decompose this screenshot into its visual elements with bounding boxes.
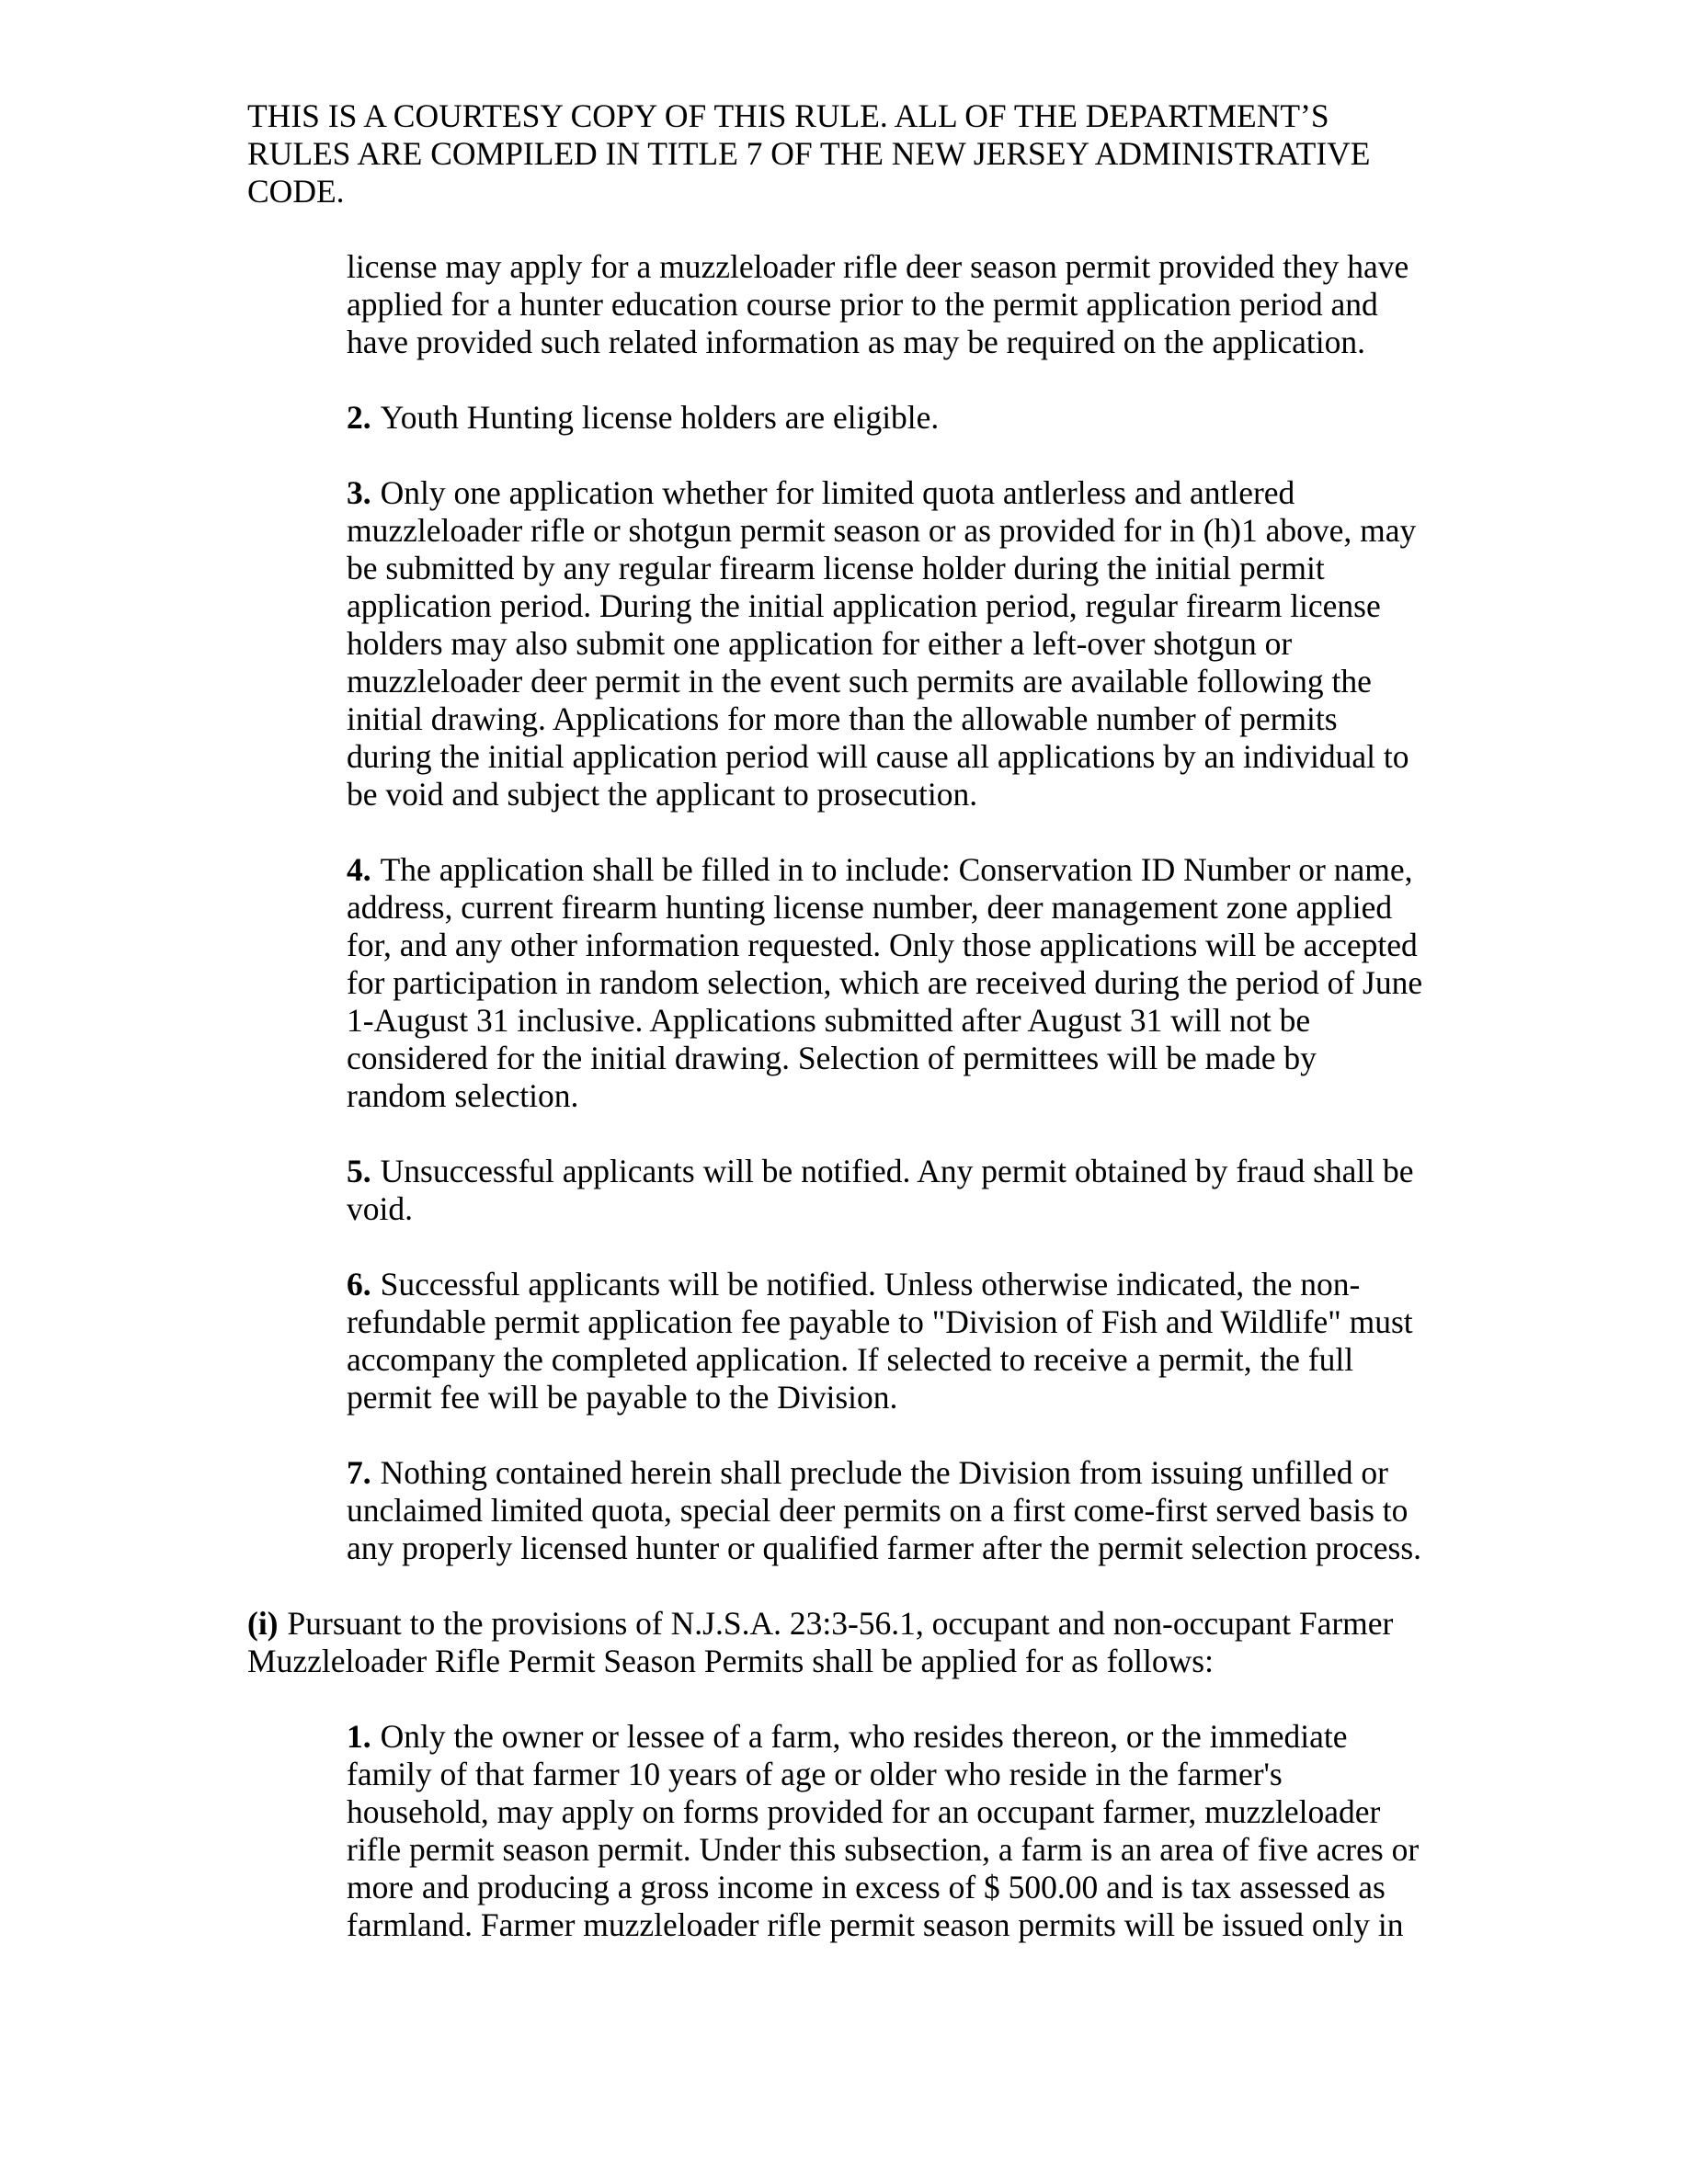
text-line: application period. During the initial application period, regular firearm license: [347, 587, 1381, 624]
text-line: 7. Nothing contained herein shall preclude the Division from issuing unfilled or: [347, 1454, 1388, 1491]
text-line: family of that farmer 10 years of age or older who reside in the farmer's: [347, 1756, 1283, 1792]
paragraph-number: 1.: [347, 1718, 371, 1755]
text-line: for participation in random selection, which are received during the period of June: [347, 964, 1423, 1001]
paragraph-1: [347, 1718, 1436, 1944]
paragraph-number: 2.: [347, 399, 371, 436]
text-line: 1. Only the owner or lessee of a farm, who resides thereon, or the immediate: [347, 1718, 1348, 1755]
text-line: 4. The application shall be filled in to include: Conservation ID Number or name,: [347, 851, 1413, 888]
text-line: refundable permit application fee payable to "Division of Fish and Wildlife" must: [347, 1303, 1413, 1340]
text-line: 3. Only one application whether for limited quota antlerless and antlered: [347, 474, 1295, 511]
courtesy-copy-header: [247, 97, 1443, 210]
text-line: be void and subject the applicant to prosecution.: [347, 776, 978, 813]
paragraph-number: 4.: [347, 851, 371, 888]
paragraph-number: 3.: [347, 474, 371, 511]
text-line: muzzleloader deer permit in the event such permits are available following the: [347, 663, 1372, 700]
header-line: CODE.: [247, 173, 345, 210]
paragraph-4: [347, 851, 1436, 1115]
subsection-i: [247, 1605, 1438, 1680]
text-line: have provided such related information as may be required on the application.: [347, 324, 1366, 360]
paragraph-number: 6.: [347, 1266, 371, 1302]
text-line: 6. Successful applicants will be notified. Unless otherwise indicated, the non-: [347, 1266, 1361, 1302]
text-line: initial drawing. Applications for more than the allowable number of permits: [347, 700, 1338, 737]
text-line: rifle permit season permit. Under this subsection, a farm is an area of five acres or: [347, 1831, 1420, 1868]
text-line: 2. Youth Hunting license holders are eligible.: [347, 399, 940, 436]
text-line: license may apply for a muzzleloader rifle deer season permit provided they have: [347, 248, 1409, 285]
text-line: permit fee will be payable to the Division.: [347, 1379, 898, 1416]
text-line: household, may apply on forms provided for an occupant farmer, muzzleloader: [347, 1793, 1381, 1830]
text-line: for, and any other information requested. Only those applications will be accepted: [347, 927, 1418, 963]
text-line: muzzleloader rifle or shotgun permit season or as provided for in (h)1 above, may: [347, 512, 1417, 549]
paragraph-6: [347, 1266, 1436, 1416]
text-line: farmland. Farmer muzzleloader rifle permit season permits will be issued only in: [347, 1906, 1404, 1943]
paragraph-3: [347, 474, 1436, 813]
text-line: address, current firearm hunting license number, deer management zone applied: [347, 889, 1393, 926]
text-line: applied for a hunter education course prior to the permit application period and: [347, 286, 1378, 323]
paragraph-5: [347, 1153, 1436, 1228]
text-line: any properly licensed hunter or qualified farmer after the permit selection process.: [347, 1530, 1422, 1566]
text-line: (i) Pursuant to the provisions of N.J.S.A. 23:3-56.1, occupant and non-occupant Farmer: [247, 1605, 1394, 1642]
text-line: 1-August 31 inclusive. Applications submitted after August 31 will not be: [347, 1002, 1311, 1039]
header-line: THIS IS A COURTESY COPY OF THIS RULE. ALL OF THE DEPARTMENT’S: [247, 97, 1329, 134]
paragraph-7: [347, 1454, 1436, 1567]
paragraph-number: 7.: [347, 1454, 371, 1491]
text-line: void.: [347, 1190, 413, 1227]
text-line: more and producing a gross income in excess of $ 500.00 and is tax assessed as: [347, 1869, 1386, 1905]
text-line: be submitted by any regular firearm license holder during the initial permit: [347, 550, 1325, 586]
text-line: accompany the completed application. If selected to receive a permit, the full: [347, 1341, 1354, 1378]
subsection-label: (i): [247, 1605, 279, 1642]
text-line: Muzzleloader Rifle Permit Season Permits shall be applied for as follows:: [247, 1643, 1214, 1679]
text-line: random selection.: [347, 1077, 579, 1114]
paragraph-continuation: [347, 248, 1436, 361]
text-line: unclaimed limited quota, special deer permits on a first come-first served basis to: [347, 1492, 1409, 1529]
text-line: 5. Unsuccessful applicants will be notified. Any permit obtained by fraud shall be: [347, 1153, 1414, 1189]
paragraph-2: [347, 399, 1436, 437]
text-line: considered for the initial drawing. Selection of permittees will be made by: [347, 1040, 1317, 1076]
header-line: RULES ARE COMPILED IN TITLE 7 OF THE NEW JERSEY ADMINISTRATIVE: [247, 135, 1371, 172]
paragraph-number: 5.: [347, 1153, 371, 1189]
text-line: holders may also submit one application for either a left-over shotgun or: [347, 625, 1293, 662]
text-line: during the initial application period will cause all applications by an individual to: [347, 738, 1409, 775]
